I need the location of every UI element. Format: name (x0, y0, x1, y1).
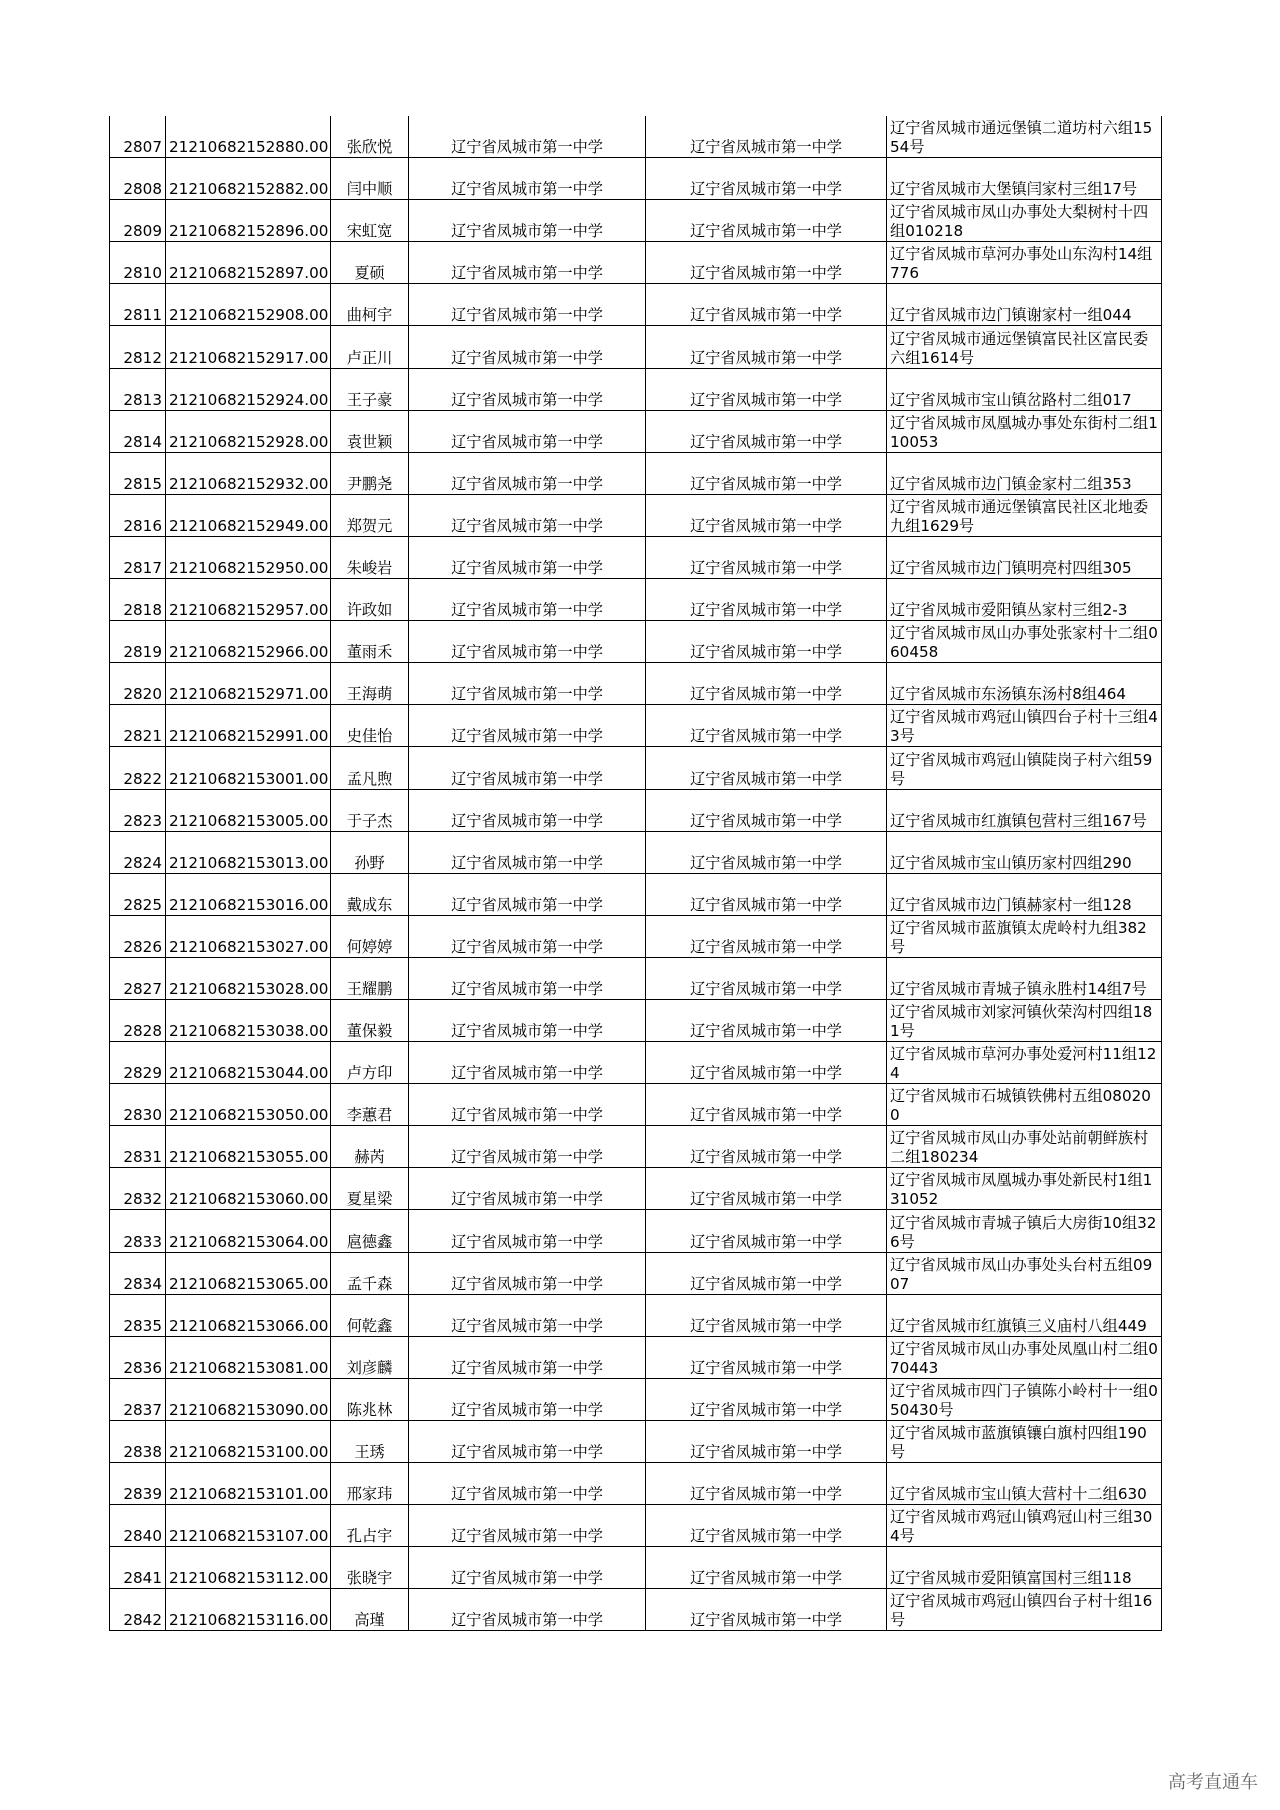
student-name: 孟凡煦 (331, 747, 409, 789)
student-name: 邢家玮 (331, 1463, 409, 1505)
row-number: 2808 (110, 158, 166, 200)
row-number: 2842 (110, 1589, 166, 1631)
table-row (110, 579, 1162, 621)
student-name: 卢正川 (331, 326, 409, 368)
row-number: 2807 (110, 116, 166, 158)
school-name: 辽宁省凤城市第一中学 (409, 1420, 646, 1462)
graduation-school: 辽宁省凤城市第一中学 (646, 831, 887, 873)
student-name: 王琇 (331, 1420, 409, 1462)
school-name: 辽宁省凤城市第一中学 (409, 1252, 646, 1294)
school-name: 辽宁省凤城市第一中学 (409, 368, 646, 410)
school-name: 辽宁省凤城市第一中学 (409, 116, 646, 158)
student-name: 宋虹宽 (331, 200, 409, 242)
table-row (110, 705, 1162, 747)
school-name: 辽宁省凤城市第一中学 (409, 579, 646, 621)
home-address: 辽宁省凤城市凤凰城办事处东街村二组110053 (887, 410, 1162, 452)
home-address: 辽宁省凤城市刘家河镇伙荣沟村四组181号 (887, 999, 1162, 1041)
row-number: 2811 (110, 284, 166, 326)
graduation-school: 辽宁省凤城市第一中学 (646, 326, 887, 368)
student-name: 何婷婷 (331, 915, 409, 957)
table-row (110, 1420, 1162, 1462)
row-number: 2830 (110, 1084, 166, 1126)
graduation-school: 辽宁省凤城市第一中学 (646, 621, 887, 663)
watermark: 高考直通车 (1168, 1772, 1258, 1793)
table-row (110, 1505, 1162, 1547)
graduation-school: 辽宁省凤城市第一中学 (646, 873, 887, 915)
exam-id: 21210682152897.00 (166, 242, 331, 284)
exam-id: 21210682153016.00 (166, 873, 331, 915)
home-address: 辽宁省凤城市凤山办事处张家村十二组060458 (887, 621, 1162, 663)
home-address: 辽宁省凤城市红旗镇包营村三组167号 (887, 789, 1162, 831)
student-name: 尹鹏尧 (331, 452, 409, 494)
student-name: 夏硕 (331, 242, 409, 284)
table-row (110, 999, 1162, 1041)
graduation-school: 辽宁省凤城市第一中学 (646, 494, 887, 536)
school-name: 辽宁省凤城市第一中学 (409, 1210, 646, 1252)
graduation-school: 辽宁省凤城市第一中学 (646, 1420, 887, 1462)
student-name: 曲柯宇 (331, 284, 409, 326)
graduation-school: 辽宁省凤城市第一中学 (646, 158, 887, 200)
exam-id: 21210682152896.00 (166, 200, 331, 242)
table-row (110, 789, 1162, 831)
school-name: 辽宁省凤城市第一中学 (409, 158, 646, 200)
student-name: 扈德鑫 (331, 1210, 409, 1252)
graduation-school: 辽宁省凤城市第一中学 (646, 705, 887, 747)
home-address: 辽宁省凤城市鸡冠山镇四台子村十三组43号 (887, 705, 1162, 747)
graduation-school: 辽宁省凤城市第一中学 (646, 1126, 887, 1168)
school-name: 辽宁省凤城市第一中学 (409, 200, 646, 242)
school-name: 辽宁省凤城市第一中学 (409, 452, 646, 494)
student-name: 王子豪 (331, 368, 409, 410)
school-name: 辽宁省凤城市第一中学 (409, 410, 646, 452)
row-number: 2836 (110, 1336, 166, 1378)
student-name: 刘彦麟 (331, 1336, 409, 1378)
school-name: 辽宁省凤城市第一中学 (409, 1294, 646, 1336)
exam-id: 21210682153028.00 (166, 957, 331, 999)
home-address: 辽宁省凤城市边门镇赫家村一组128 (887, 873, 1162, 915)
home-address: 辽宁省凤城市边门镇明亮村四组305 (887, 536, 1162, 578)
student-name: 董保毅 (331, 999, 409, 1041)
student-name: 戴成东 (331, 873, 409, 915)
school-name: 辽宁省凤城市第一中学 (409, 1126, 646, 1168)
graduation-school: 辽宁省凤城市第一中学 (646, 1210, 887, 1252)
exam-id: 21210682152950.00 (166, 536, 331, 578)
school-name: 辽宁省凤城市第一中学 (409, 1378, 646, 1420)
row-number: 2837 (110, 1378, 166, 1420)
row-number: 2841 (110, 1547, 166, 1589)
home-address: 辽宁省凤城市边门镇谢家村一组044 (887, 284, 1162, 326)
exam-id: 21210682153116.00 (166, 1589, 331, 1631)
student-name: 于子杰 (331, 789, 409, 831)
row-number: 2829 (110, 1042, 166, 1084)
row-number: 2833 (110, 1210, 166, 1252)
home-address: 辽宁省凤城市通远堡镇二道坊村六组1554号 (887, 116, 1162, 158)
graduation-school: 辽宁省凤城市第一中学 (646, 1252, 887, 1294)
exam-id: 21210682153027.00 (166, 915, 331, 957)
exam-id: 21210682153055.00 (166, 1126, 331, 1168)
graduation-school: 辽宁省凤城市第一中学 (646, 789, 887, 831)
student-name: 董雨禾 (331, 621, 409, 663)
home-address: 辽宁省凤城市红旗镇三义庙村八组449 (887, 1294, 1162, 1336)
exam-id: 21210682152991.00 (166, 705, 331, 747)
row-number: 2825 (110, 873, 166, 915)
table-row (110, 242, 1162, 284)
graduation-school: 辽宁省凤城市第一中学 (646, 957, 887, 999)
table-row (110, 494, 1162, 536)
home-address: 辽宁省凤城市蓝旗镇太虎岭村九组382号 (887, 915, 1162, 957)
student-name: 张欣悦 (331, 116, 409, 158)
exam-id: 21210682152882.00 (166, 158, 331, 200)
graduation-school: 辽宁省凤城市第一中学 (646, 410, 887, 452)
row-number: 2810 (110, 242, 166, 284)
exam-id: 21210682153044.00 (166, 1042, 331, 1084)
row-number: 2839 (110, 1463, 166, 1505)
home-address: 辽宁省凤城市草河办事处爱河村11组124 (887, 1042, 1162, 1084)
table-row (110, 158, 1162, 200)
home-address: 辽宁省凤城市宝山镇历家村四组290 (887, 831, 1162, 873)
graduation-school: 辽宁省凤城市第一中学 (646, 200, 887, 242)
home-address: 辽宁省凤城市爱阳镇富国村三组118 (887, 1547, 1162, 1589)
student-name: 何乾鑫 (331, 1294, 409, 1336)
student-name: 张晓宇 (331, 1547, 409, 1589)
row-number: 2832 (110, 1168, 166, 1210)
school-name: 辽宁省凤城市第一中学 (409, 1547, 646, 1589)
table-row (110, 1126, 1162, 1168)
exam-id: 21210682153101.00 (166, 1463, 331, 1505)
table-row (110, 831, 1162, 873)
graduation-school: 辽宁省凤城市第一中学 (646, 1084, 887, 1126)
row-number: 2840 (110, 1505, 166, 1547)
table-row (110, 200, 1162, 242)
student-name: 朱峻岩 (331, 536, 409, 578)
home-address: 辽宁省凤城市蓝旗镇镶白旗村四组190号 (887, 1420, 1162, 1462)
graduation-school: 辽宁省凤城市第一中学 (646, 1463, 887, 1505)
school-name: 辽宁省凤城市第一中学 (409, 789, 646, 831)
table-row (110, 452, 1162, 494)
table-row (110, 1463, 1162, 1505)
home-address: 辽宁省凤城市凤山办事处凤凰山村二组070443 (887, 1336, 1162, 1378)
row-number: 2823 (110, 789, 166, 831)
table-row (110, 410, 1162, 452)
table-row (110, 1378, 1162, 1420)
row-number: 2824 (110, 831, 166, 873)
graduation-school: 辽宁省凤城市第一中学 (646, 663, 887, 705)
home-address: 辽宁省凤城市凤山办事处大梨树村十四组010218 (887, 200, 1162, 242)
school-name: 辽宁省凤城市第一中学 (409, 536, 646, 578)
home-address: 辽宁省凤城市宝山镇岔路村二组017 (887, 368, 1162, 410)
home-address: 辽宁省凤城市东汤镇东汤村8组464 (887, 663, 1162, 705)
row-number: 2816 (110, 494, 166, 536)
exam-id: 21210682152932.00 (166, 452, 331, 494)
exam-id: 21210682153005.00 (166, 789, 331, 831)
graduation-school: 辽宁省凤城市第一中学 (646, 999, 887, 1041)
exam-id: 21210682153013.00 (166, 831, 331, 873)
school-name: 辽宁省凤城市第一中学 (409, 242, 646, 284)
student-name: 李蕙君 (331, 1084, 409, 1126)
exam-id: 21210682153038.00 (166, 999, 331, 1041)
home-address: 辽宁省凤城市通远堡镇富民社区富民委六组1614号 (887, 326, 1162, 368)
home-address: 辽宁省凤城市边门镇金家村二组353 (887, 452, 1162, 494)
home-address: 辽宁省凤城市青城子镇后大房街10组326号 (887, 1210, 1162, 1252)
exam-id: 21210682153001.00 (166, 747, 331, 789)
exam-id: 21210682153100.00 (166, 1420, 331, 1462)
row-number: 2815 (110, 452, 166, 494)
exam-id: 21210682152966.00 (166, 621, 331, 663)
table-row (110, 536, 1162, 578)
row-number: 2827 (110, 957, 166, 999)
graduation-school: 辽宁省凤城市第一中学 (646, 116, 887, 158)
student-name: 孔占宇 (331, 1505, 409, 1547)
student-name: 陈兆林 (331, 1378, 409, 1420)
school-name: 辽宁省凤城市第一中学 (409, 621, 646, 663)
school-name: 辽宁省凤城市第一中学 (409, 326, 646, 368)
school-name: 辽宁省凤城市第一中学 (409, 957, 646, 999)
row-number: 2821 (110, 705, 166, 747)
graduation-school: 辽宁省凤城市第一中学 (646, 452, 887, 494)
row-number: 2826 (110, 915, 166, 957)
school-name: 辽宁省凤城市第一中学 (409, 284, 646, 326)
exam-id: 21210682152908.00 (166, 284, 331, 326)
home-address: 辽宁省凤城市凤凰城办事处新民村1组131052 (887, 1168, 1162, 1210)
exam-id: 21210682152924.00 (166, 368, 331, 410)
school-name: 辽宁省凤城市第一中学 (409, 1084, 646, 1126)
table-row (110, 621, 1162, 663)
graduation-school: 辽宁省凤城市第一中学 (646, 368, 887, 410)
student-name: 许政如 (331, 579, 409, 621)
school-name: 辽宁省凤城市第一中学 (409, 1336, 646, 1378)
row-number: 2820 (110, 663, 166, 705)
exam-id: 21210682153112.00 (166, 1547, 331, 1589)
home-address: 辽宁省凤城市通远堡镇富民社区北地委九组1629号 (887, 494, 1162, 536)
row-number: 2813 (110, 368, 166, 410)
exam-id: 21210682153065.00 (166, 1252, 331, 1294)
table-row (110, 747, 1162, 789)
home-address: 辽宁省凤城市四门子镇陈小岭村十一组050430号 (887, 1378, 1162, 1420)
exam-id: 21210682152971.00 (166, 663, 331, 705)
school-name: 辽宁省凤城市第一中学 (409, 494, 646, 536)
student-name: 孟千森 (331, 1252, 409, 1294)
school-name: 辽宁省凤城市第一中学 (409, 1505, 646, 1547)
home-address: 辽宁省凤城市凤山办事处站前朝鲜族村二组180234 (887, 1126, 1162, 1168)
row-number: 2835 (110, 1294, 166, 1336)
exam-id: 21210682153060.00 (166, 1168, 331, 1210)
student-name: 夏星梁 (331, 1168, 409, 1210)
row-number: 2838 (110, 1420, 166, 1462)
school-name: 辽宁省凤城市第一中学 (409, 705, 646, 747)
exam-id: 21210682152928.00 (166, 410, 331, 452)
home-address: 辽宁省凤城市鸡冠山镇陡岗子村六组59号 (887, 747, 1162, 789)
graduation-school: 辽宁省凤城市第一中学 (646, 1589, 887, 1631)
table-row (110, 1547, 1162, 1589)
table-row (110, 1210, 1162, 1252)
home-address: 辽宁省凤城市凤山办事处头台村五组0907 (887, 1252, 1162, 1294)
table-row (110, 1252, 1162, 1294)
graduation-school: 辽宁省凤城市第一中学 (646, 579, 887, 621)
school-name: 辽宁省凤城市第一中学 (409, 1589, 646, 1631)
graduation-school: 辽宁省凤城市第一中学 (646, 915, 887, 957)
row-number: 2831 (110, 1126, 166, 1168)
graduation-school: 辽宁省凤城市第一中学 (646, 1042, 887, 1084)
school-name: 辽宁省凤城市第一中学 (409, 999, 646, 1041)
table-row (110, 1336, 1162, 1378)
school-name: 辽宁省凤城市第一中学 (409, 747, 646, 789)
home-address: 辽宁省凤城市草河办事处山东沟村14组776 (887, 242, 1162, 284)
row-number: 2812 (110, 326, 166, 368)
table-row (110, 1294, 1162, 1336)
exam-id: 21210682152949.00 (166, 494, 331, 536)
row-number: 2809 (110, 200, 166, 242)
home-address: 辽宁省凤城市大堡镇闫家村三组17号 (887, 158, 1162, 200)
student-name: 闫中顺 (331, 158, 409, 200)
school-name: 辽宁省凤城市第一中学 (409, 1168, 646, 1210)
home-address: 辽宁省凤城市鸡冠山镇四台子村十组16号 (887, 1589, 1162, 1631)
table-row (110, 873, 1162, 915)
student-name: 王耀鹏 (331, 957, 409, 999)
graduation-school: 辽宁省凤城市第一中学 (646, 536, 887, 578)
graduation-school: 辽宁省凤城市第一中学 (646, 1378, 887, 1420)
student-name: 袁世颖 (331, 410, 409, 452)
table-row (110, 326, 1162, 368)
exam-id: 21210682153081.00 (166, 1336, 331, 1378)
table-row (110, 1589, 1162, 1631)
exam-id: 21210682153090.00 (166, 1378, 331, 1420)
graduation-school: 辽宁省凤城市第一中学 (646, 1505, 887, 1547)
home-address: 辽宁省凤城市石城镇铁佛村五组080200 (887, 1084, 1162, 1126)
graduation-school: 辽宁省凤城市第一中学 (646, 747, 887, 789)
table-row (110, 1168, 1162, 1210)
school-name: 辽宁省凤城市第一中学 (409, 1042, 646, 1084)
table-row (110, 915, 1162, 957)
row-number: 2814 (110, 410, 166, 452)
table-row (110, 1042, 1162, 1084)
school-name: 辽宁省凤城市第一中学 (409, 915, 646, 957)
exam-id: 21210682153107.00 (166, 1505, 331, 1547)
table-row (110, 368, 1162, 410)
school-name: 辽宁省凤城市第一中学 (409, 831, 646, 873)
table-row (110, 284, 1162, 326)
row-number: 2818 (110, 579, 166, 621)
home-address: 辽宁省凤城市宝山镇大营村十二组630 (887, 1463, 1162, 1505)
table-body (110, 116, 1162, 1631)
school-name: 辽宁省凤城市第一中学 (409, 663, 646, 705)
exam-id: 21210682153064.00 (166, 1210, 331, 1252)
row-number: 2828 (110, 999, 166, 1041)
student-name: 赫芮 (331, 1126, 409, 1168)
home-address: 辽宁省凤城市爱阳镇丛家村三组2-3 (887, 579, 1162, 621)
graduation-school: 辽宁省凤城市第一中学 (646, 1547, 887, 1589)
school-name: 辽宁省凤城市第一中学 (409, 873, 646, 915)
student-name: 史佳怡 (331, 705, 409, 747)
student-table (109, 116, 1162, 1631)
school-name: 辽宁省凤城市第一中学 (409, 1463, 646, 1505)
exam-id: 21210682152917.00 (166, 326, 331, 368)
table-row (110, 116, 1162, 158)
exam-id: 21210682152957.00 (166, 579, 331, 621)
student-name: 郑贺元 (331, 494, 409, 536)
row-number: 2817 (110, 536, 166, 578)
graduation-school: 辽宁省凤城市第一中学 (646, 1168, 887, 1210)
table-row (110, 1084, 1162, 1126)
home-address: 辽宁省凤城市青城子镇永胜村14组7号 (887, 957, 1162, 999)
table-row (110, 957, 1162, 999)
student-name: 王海萌 (331, 663, 409, 705)
graduation-school: 辽宁省凤城市第一中学 (646, 242, 887, 284)
student-name: 卢方印 (331, 1042, 409, 1084)
exam-id: 21210682152880.00 (166, 116, 331, 158)
home-address: 辽宁省凤城市鸡冠山镇鸡冠山村三组304号 (887, 1505, 1162, 1547)
graduation-school: 辽宁省凤城市第一中学 (646, 1336, 887, 1378)
row-number: 2819 (110, 621, 166, 663)
student-name: 高瑾 (331, 1589, 409, 1631)
graduation-school: 辽宁省凤城市第一中学 (646, 1294, 887, 1336)
exam-id: 21210682153066.00 (166, 1294, 331, 1336)
graduation-school: 辽宁省凤城市第一中学 (646, 284, 887, 326)
student-name: 孙野 (331, 831, 409, 873)
row-number: 2822 (110, 747, 166, 789)
row-number: 2834 (110, 1252, 166, 1294)
exam-id: 21210682153050.00 (166, 1084, 331, 1126)
table-row (110, 663, 1162, 705)
